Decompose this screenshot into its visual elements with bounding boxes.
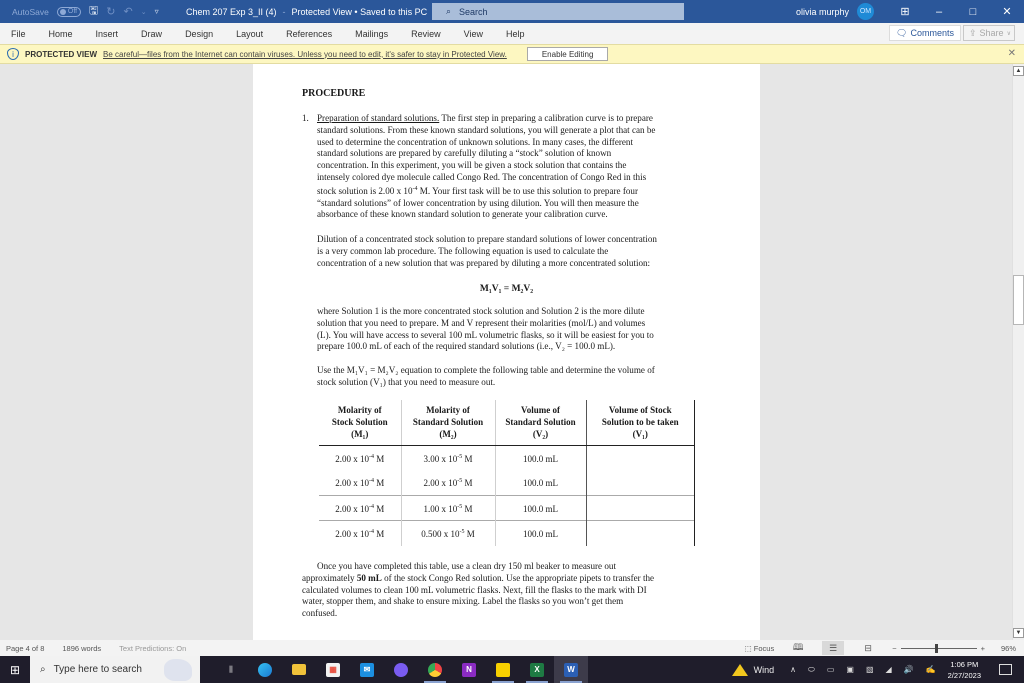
autosave-state: Off (67, 8, 78, 15)
step1-line-8: “standard solutions” of lower concentration by using dilution. You will then measure the (317, 197, 639, 208)
header-line: Solution to be taken (601, 417, 679, 427)
cell-m2 (401, 521, 495, 546)
onenote-icon[interactable]: N (452, 656, 486, 683)
cell-v1 (586, 521, 695, 546)
step1-text: The first step in preparing a calibration curve is to prepare (441, 113, 653, 123)
step-number: 1. (302, 113, 309, 123)
value: 2.00 x 10 (423, 478, 458, 489)
tab-references[interactable]: References (286, 28, 333, 39)
clock[interactable] (948, 659, 981, 681)
cell-v2: 100.0 mL (495, 471, 586, 496)
redo-icon[interactable]: ↻ (106, 6, 116, 18)
ribbon-tabs (0, 23, 1024, 44)
tab-file[interactable]: File (11, 28, 26, 39)
table-row (319, 471, 695, 496)
use-line-2: stock solution (V₁) that you need to measure out. (317, 376, 496, 387)
polar-bear-highlight-icon (164, 659, 192, 681)
tab-review[interactable]: Review (411, 28, 441, 39)
display-icon[interactable]: ▣ (846, 665, 854, 674)
volume-icon[interactable]: 🔊 (903, 665, 914, 674)
where-line-2: solution that you need to prepare. M and V represent their molarities (mol/L) and volumes (317, 317, 646, 328)
chevron-up-icon[interactable]: ∧ (790, 665, 796, 674)
cell-m1 (319, 496, 401, 521)
search-placeholder: Search (459, 6, 488, 17)
sticky-notes-icon[interactable] (486, 656, 520, 683)
comments-button[interactable] (889, 25, 961, 41)
document-canvas (0, 64, 1012, 640)
stock-line-rest: M. Your first task will be to use this solution to prepare four (417, 185, 639, 196)
toggle-knob-icon (60, 9, 66, 15)
header-m2 (401, 400, 495, 446)
focus-button[interactable] (745, 644, 775, 653)
scroll-down-icon[interactable]: ▼ (1013, 628, 1024, 638)
header-line: Molarity of (337, 405, 382, 415)
dilution-table (319, 400, 695, 546)
cell-v2: 100.0 mL (495, 446, 586, 471)
windows-taskbar (0, 656, 1024, 683)
weather-label: Wind (753, 664, 775, 675)
exponent: -4 (368, 453, 374, 460)
step1-line-2: standard solutions. From these known standard solutions, you will generate a plot that can be (317, 124, 656, 135)
bold-volume: 50 mL (356, 572, 382, 583)
page-count[interactable]: Page 4 of 8 (6, 643, 45, 653)
zoom-track[interactable] (901, 648, 977, 649)
weather-widget[interactable] (732, 664, 775, 676)
step1-line-5: concentration. In this experiment, you will be given a stock solution that contains the (317, 160, 627, 171)
tab-design[interactable]: Design (185, 28, 214, 39)
focus-label: Focus (753, 643, 775, 653)
customize-quick-access-icon[interactable]: ▿ (154, 7, 159, 16)
header-v2 (495, 400, 586, 446)
tab-help[interactable]: Help (506, 28, 525, 39)
final-paragraph (302, 561, 722, 620)
comment-icon: 🗨 (896, 27, 908, 38)
text: approximately (302, 572, 357, 583)
system-tray (732, 656, 1024, 683)
step1-line-1 (317, 113, 717, 125)
close-icon[interactable]: ✕ (1002, 6, 1012, 18)
table-header-row (319, 400, 695, 446)
vertical-scrollbar[interactable] (1012, 64, 1024, 640)
word-icon[interactable]: W (554, 656, 588, 683)
exponent: -4 (368, 503, 374, 510)
minimize-icon[interactable]: – (935, 5, 943, 18)
wifi-icon[interactable]: ◢ (885, 665, 892, 674)
share-button[interactable] (963, 25, 1015, 41)
unit: M (373, 453, 385, 464)
share-icon: ⇪ (969, 27, 977, 38)
exponent: -5 (459, 528, 465, 535)
title-bar (0, 0, 1024, 23)
table-row (319, 496, 695, 521)
zoom-thumb[interactable] (935, 644, 938, 653)
use-paragraph (317, 365, 737, 389)
dilution-line-1: Dilution of a concentrated stock solution to prepare standard solutions of lower concentration (317, 234, 657, 244)
cell-m2 (401, 496, 495, 521)
value: 1.00 x 10 (423, 503, 458, 514)
step1-paragraph (317, 113, 717, 221)
doc-name: Chem 207 Exp 3_II (4) (186, 6, 277, 17)
enable-editing-button[interactable]: Enable Editing (527, 47, 609, 61)
doc-status: Protected View • Saved to this PC (291, 6, 428, 17)
store-icon[interactable]: ▦ (316, 656, 350, 683)
cell-v2: 100.0 mL (495, 496, 586, 521)
exponent: -5 (457, 503, 463, 510)
table-row (319, 446, 695, 471)
final-line-4: water, stopper them, and shake to ensure mixing. Label the flasks so you won’t get them (302, 596, 624, 607)
zoom-level[interactable]: 96% (1000, 643, 1016, 653)
final-line-2 (302, 573, 722, 585)
exponent: -4 (368, 528, 374, 535)
clock-time: 1:06 PM (950, 659, 979, 669)
notifications-icon[interactable] (999, 664, 1012, 675)
unit: M (373, 478, 385, 489)
pen-icon[interactable]: ✍ (925, 665, 936, 674)
read-mode-icon[interactable]: 🕮 (792, 642, 804, 652)
undo-icon[interactable]: ↶ (123, 6, 133, 18)
tab-draw[interactable]: Draw (141, 28, 163, 39)
header-v1 (586, 400, 695, 446)
focus-icon: ⬚ (744, 643, 752, 653)
comments-label: Comments (910, 28, 954, 38)
cell-v1 (586, 496, 695, 521)
value: 0.500 x 10 (421, 528, 460, 539)
text-predictions[interactable]: Text Predictions: On (119, 643, 187, 653)
tab-home[interactable]: Home (48, 28, 73, 39)
step1-line-7 (317, 184, 717, 198)
table-row (319, 521, 695, 546)
header-line: Volume of Stock (608, 405, 672, 415)
stock-conc-text: stock solution is 2.00 x 10 (317, 185, 413, 196)
exponent: -5 (457, 453, 463, 460)
user-name[interactable]: olivia murphy (795, 6, 849, 17)
header-line: Volume of (521, 405, 560, 415)
web-layout-icon[interactable]: ⊟ (864, 642, 872, 653)
restore-icon[interactable]: □ (969, 5, 977, 18)
step1-line-4: standard solutions are prepared by carefully diluting a “stock” solution of known (317, 148, 612, 159)
final-line-3: calculated volumes to clean 100 mL volumetric flasks. Next, fill the flasks to the mark with DI (302, 584, 647, 595)
step1-line-3: used to determine the concentration of unknown solutions. In many cases, the different (317, 136, 634, 147)
zoom-in-button[interactable]: + (980, 643, 985, 653)
autosave-label: AutoSave (12, 6, 49, 17)
unit: M (462, 453, 473, 464)
battery-icon[interactable]: ▭ (826, 665, 835, 674)
tab-layout[interactable]: Layout (236, 28, 264, 39)
mail-icon[interactable]: ✉ (350, 656, 384, 683)
header-line: Stock Solution (331, 417, 388, 427)
stock-conc-exponent: -4 (412, 185, 418, 192)
value: 2.00 x 10 (335, 503, 369, 514)
dilution-paragraph (317, 234, 737, 269)
tab-mailings[interactable]: Mailings (355, 28, 389, 39)
clock-date: 2/27/2023 (947, 670, 981, 680)
where-line-1: where Solution 1 is the more concentrated stock solution and Solution 2 is the more dilute (317, 306, 645, 316)
cell-m1 (319, 471, 401, 496)
taskbar-search[interactable] (30, 656, 200, 683)
protected-view-message-link[interactable]: Be careful—files from the Internet can contain viruses. Unless you need to edit, it's safer to stay in Protected View. (103, 49, 507, 59)
tab-insert[interactable]: Insert (95, 28, 119, 39)
close-icon[interactable]: ✕ (1007, 48, 1016, 59)
chrome-icon[interactable] (418, 656, 452, 683)
final-line-5: confused. (302, 608, 338, 619)
cell-v1 (586, 471, 695, 496)
zoom-out-button[interactable]: − (892, 643, 897, 653)
unit: M (464, 528, 475, 539)
step1-line-6: intensely colored dye molecule called Congo Red. The concentration of Congo Red in this (317, 171, 647, 182)
search-icon: ⌕ (40, 664, 46, 675)
exponent: -5 (457, 478, 463, 485)
cell-m1 (319, 446, 401, 471)
where-line-4: prepare 100.0 mL of each of the required standard solutions (i.e., V₂ = 100.0 mL). (317, 341, 616, 352)
document-title[interactable] (186, 0, 438, 23)
dilution-line-2: is a very common lab procedure. The following equation is used to calculate the (317, 245, 609, 256)
header-line: (M₂) (439, 429, 457, 439)
undo-dropdown-icon[interactable]: ⌄ (140, 8, 147, 16)
header-line: (V₁) (632, 429, 648, 439)
network-alert-icon[interactable]: ▧ (865, 665, 874, 674)
page-heading: PROCEDURE (302, 88, 366, 99)
scroll-up-icon[interactable]: ▲ (1013, 66, 1024, 76)
meet-now-icon[interactable]: ⬭ (808, 664, 815, 674)
value: 2.00 x 10 (335, 478, 369, 489)
unit: M (462, 503, 473, 514)
share-label: Share (979, 28, 1004, 38)
value: 2.00 x 10 (335, 528, 369, 539)
title-separator: - (282, 6, 286, 17)
value: 3.00 x 10 (423, 453, 458, 464)
edge-icon[interactable] (248, 656, 282, 683)
print-layout-icon[interactable]: ☰ (822, 641, 844, 655)
shield-info-icon: i (7, 48, 19, 60)
weather-warning-icon (732, 664, 748, 676)
value: 2.00 x 10 (335, 453, 369, 464)
document-page (253, 64, 760, 640)
avatar[interactable]: OM (857, 3, 874, 20)
unit: M (462, 478, 473, 489)
exponent: -4 (368, 478, 374, 485)
task-view-icon[interactable]: ⫼ (229, 664, 233, 674)
zoom-slider[interactable] (892, 644, 985, 653)
where-paragraph (317, 306, 737, 353)
header-line: (V₂) (532, 429, 549, 439)
scrollbar-thumb[interactable] (1013, 275, 1024, 325)
search-icon: ⌕ (446, 6, 452, 16)
search-box[interactable] (432, 3, 684, 20)
use-line-1: Use the M₁V₁ = M₂V₂ equation to complete the following table and determine the volume of (317, 365, 655, 375)
final-line-1: Once you have completed this table, use a clean dry 150 ml beaker to measure out (317, 561, 616, 571)
header-line: Molarity of (426, 405, 470, 415)
protected-view-label: PROTECTED VIEW (25, 49, 98, 59)
step1-line-9: absorbance of these known standard solution to generate your calibration curve. (317, 209, 608, 220)
unit: M (373, 503, 385, 514)
cell-v1 (586, 446, 695, 471)
autosave-toggle[interactable] (57, 7, 81, 17)
text: of the stock Congo Red solution. Use the appropriate pipets to transfer the (381, 572, 655, 583)
cell-m1 (319, 521, 401, 546)
file-explorer-icon[interactable] (282, 656, 316, 683)
where-line-3: (L). You will have access to several 100 mL volumetric flasks, so it will be easiest for you to (317, 329, 654, 340)
dilution-equation: M₁V₁ = M₂V₂ (479, 284, 534, 294)
unit: M (373, 528, 385, 539)
tab-view[interactable]: View (463, 28, 484, 39)
ribbon-display-icon[interactable]: ⊞ (900, 6, 910, 18)
header-line: Standard Solution (412, 417, 484, 427)
save-icon[interactable]: 🖫 (88, 5, 99, 17)
windows-start-icon[interactable]: ⊞ (9, 662, 21, 677)
cell-m2 (401, 446, 495, 471)
status-bar (0, 640, 1024, 656)
header-line: (M₁) (351, 429, 369, 439)
step1-title: Preparation of standard solutions. (317, 113, 440, 123)
header-m1 (319, 400, 401, 446)
cell-v2: 100.0 mL (495, 521, 586, 546)
chevron-down-icon: ∨ (1006, 30, 1011, 37)
dilution-line-3: concentration of a new solution that was prepared by diluting a more concentrated solution: (317, 257, 651, 268)
protected-view-bar (0, 44, 1024, 64)
cell-m2 (401, 471, 495, 496)
purple-app-icon[interactable] (384, 656, 418, 683)
excel-icon[interactable]: X (520, 656, 554, 683)
header-line: Standard Solution (505, 417, 576, 427)
taskbar-search-placeholder: Type here to search (53, 664, 142, 675)
word-count[interactable]: 1896 words (62, 643, 102, 653)
